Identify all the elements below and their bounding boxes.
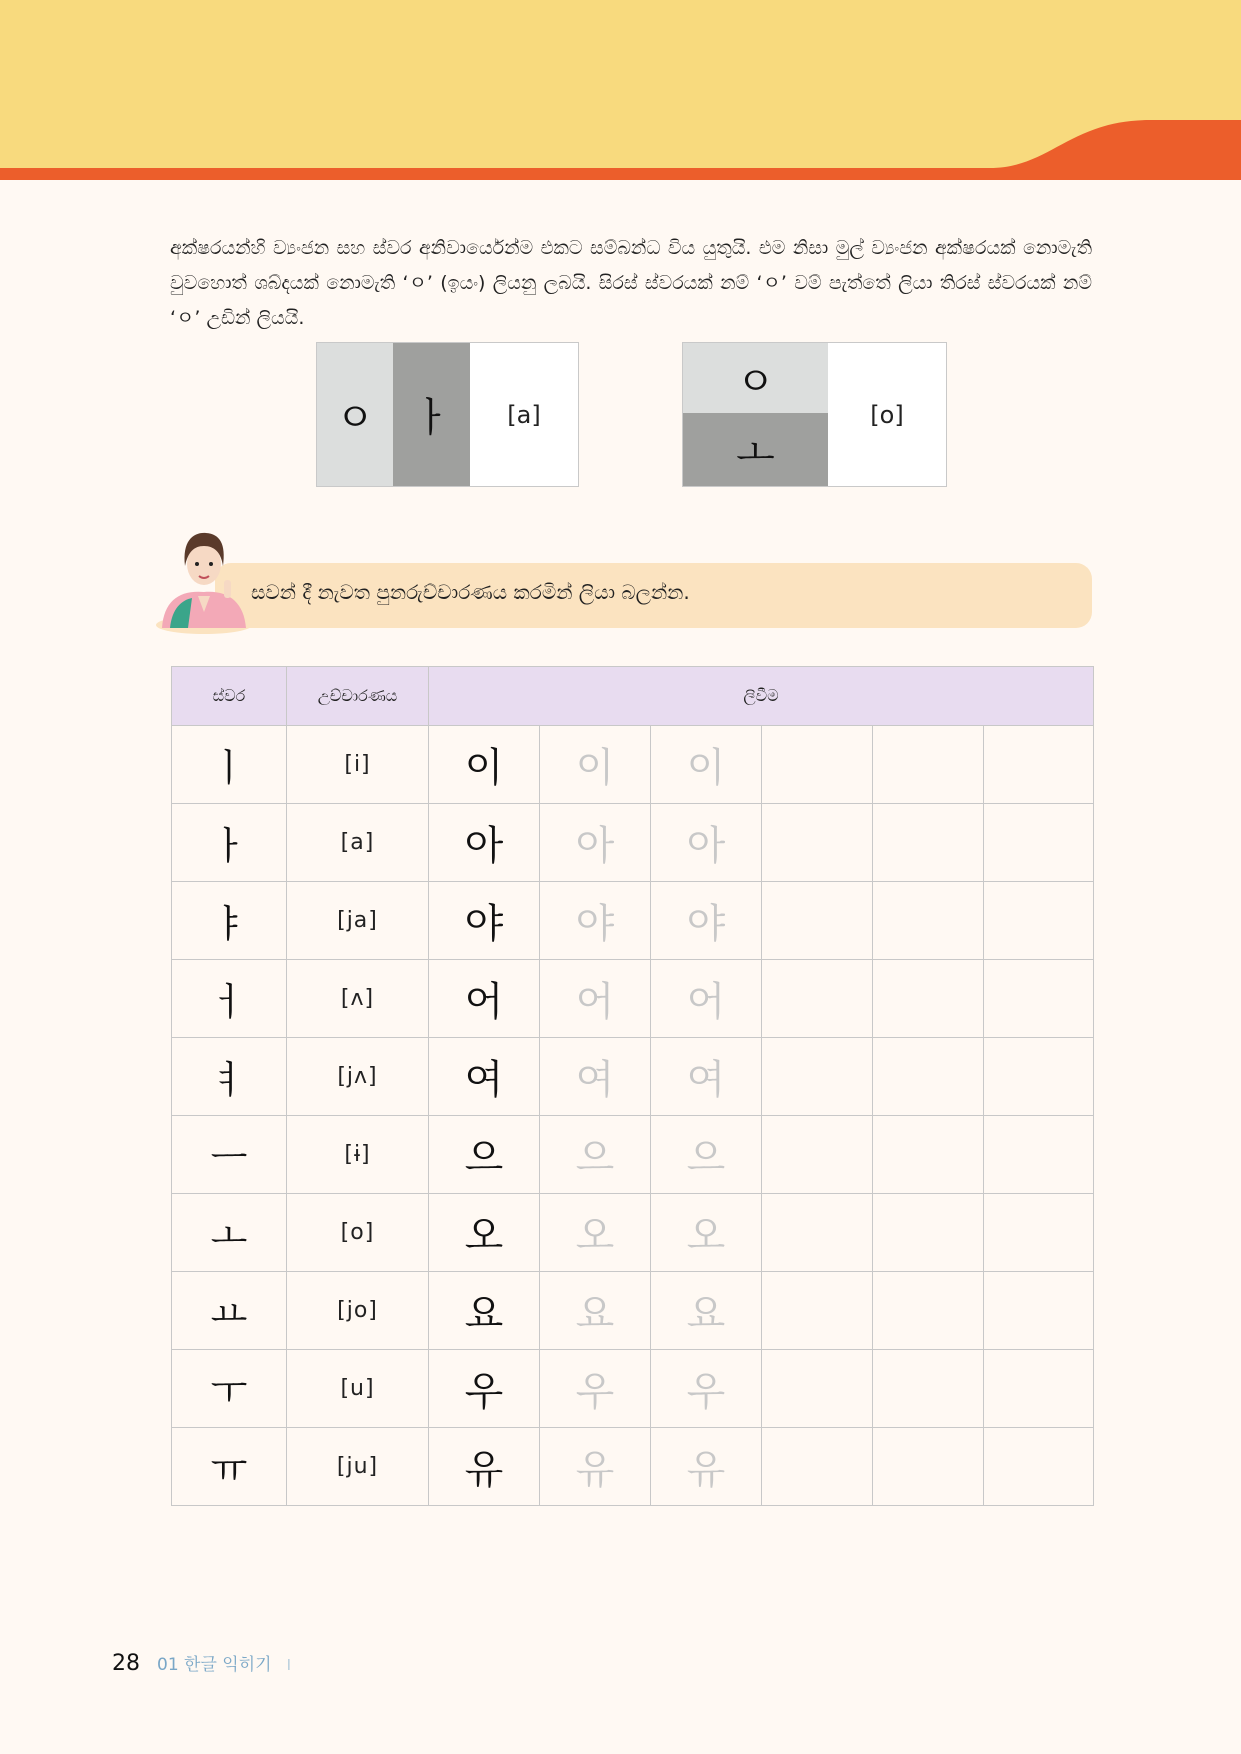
trace-syllable[interactable]: 오 [651,1194,762,1272]
pronunciation-cell: [ʌ] [287,960,429,1038]
blank-writing-cell[interactable] [762,1428,873,1506]
chapter-marker: I [286,1656,291,1674]
blank-writing-cell[interactable] [873,804,984,882]
trace-syllable[interactable]: 요 [651,1272,762,1350]
page-footer [112,1650,291,1676]
trace-syllable[interactable]: 으 [540,1116,651,1194]
trace-syllable[interactable]: 으 [651,1116,762,1194]
pronunciation-cell: [ɨ] [287,1116,429,1194]
blank-writing-cell[interactable] [762,1116,873,1194]
chapter-title: 01 한글 익히기 [157,1655,272,1675]
example-syllable: 여 [429,1038,540,1116]
header-writing: ලිවීම [429,667,1094,726]
table-row [172,1194,1094,1272]
example-syllable: 으 [429,1116,540,1194]
trace-syllable[interactable]: 아 [651,804,762,882]
vowel-cell: ㅛ [172,1272,287,1350]
blank-writing-cell[interactable] [873,726,984,804]
table-row [172,804,1094,882]
blank-writing-cell[interactable] [762,1194,873,1272]
table-row [172,1272,1094,1350]
trace-syllable[interactable]: 우 [651,1350,762,1428]
table-row [172,1038,1094,1116]
blank-writing-cell[interactable] [762,804,873,882]
trace-syllable[interactable]: 야 [651,882,762,960]
blank-writing-cell[interactable] [984,1428,1094,1506]
demo-box-vertical-vowel [316,342,579,487]
table-row [172,1350,1094,1428]
trace-syllable[interactable]: 요 [540,1272,651,1350]
trace-syllable[interactable]: 이 [651,726,762,804]
vowel-cell: ㅜ [172,1350,287,1428]
table-row [172,726,1094,804]
blank-writing-cell[interactable] [984,1038,1094,1116]
blank-writing-cell[interactable] [762,1350,873,1428]
blank-writing-cell[interactable] [873,1428,984,1506]
trace-syllable[interactable]: 여 [540,1038,651,1116]
demo-consonant: ㅇ [683,343,828,413]
trace-syllable[interactable]: 여 [651,1038,762,1116]
instruction-text: සවන් දී නැවත පුනරුච්චාරණය කරමින් ලියා බලන්න. [251,580,690,604]
table-row [172,882,1094,960]
trace-syllable[interactable]: 어 [540,960,651,1038]
demo-vowel: ㅏ [393,343,470,486]
blank-writing-cell[interactable] [984,1116,1094,1194]
blank-writing-cell[interactable] [873,1272,984,1350]
vowel-cell: ㅣ [172,726,287,804]
trace-syllable[interactable]: 유 [540,1428,651,1506]
example-syllable: 어 [429,960,540,1038]
trace-syllable[interactable]: 유 [651,1428,762,1506]
practice-table [171,666,1094,1506]
pronunciation-cell: [i] [287,726,429,804]
example-syllable: 유 [429,1428,540,1506]
blank-writing-cell[interactable] [873,1038,984,1116]
blank-writing-cell[interactable] [762,960,873,1038]
blank-writing-cell[interactable] [873,882,984,960]
pronunciation-cell: [o] [287,1194,429,1272]
page-number: 28 [112,1651,140,1676]
trace-syllable[interactable]: 야 [540,882,651,960]
vowel-cell: ㅕ [172,1038,287,1116]
demo-vowel: ㅗ [683,413,828,486]
table-row [172,960,1094,1038]
blank-writing-cell[interactable] [984,1350,1094,1428]
header-vowel: ස්වර [172,667,287,726]
demo-consonant: ㅇ [317,343,393,486]
blank-writing-cell[interactable] [873,1194,984,1272]
blank-writing-cell[interactable] [984,804,1094,882]
vowel-cell: ㅏ [172,804,287,882]
trace-syllable[interactable]: 오 [540,1194,651,1272]
trace-syllable[interactable]: 우 [540,1350,651,1428]
pronunciation-cell: [a] [287,804,429,882]
instruction-bubble [215,563,1092,628]
pronunciation-cell: [ja] [287,882,429,960]
vowel-cell: ㅓ [172,960,287,1038]
header-band [0,0,1241,182]
blank-writing-cell[interactable] [873,1116,984,1194]
table-header-row [172,667,1094,726]
blank-writing-cell[interactable] [984,1194,1094,1272]
blank-writing-cell[interactable] [984,882,1094,960]
pronunciation-cell: [jo] [287,1272,429,1350]
pronunciation-cell: [u] [287,1350,429,1428]
blank-writing-cell[interactable] [873,960,984,1038]
blank-writing-cell[interactable] [984,1272,1094,1350]
blank-writing-cell[interactable] [762,726,873,804]
example-syllable: 요 [429,1272,540,1350]
blank-writing-cell[interactable] [762,1038,873,1116]
table-row [172,1116,1094,1194]
pronunciation-cell: [ju] [287,1428,429,1506]
example-syllable: 오 [429,1194,540,1272]
demo-pronunciation: [o] [870,400,904,429]
trace-syllable[interactable]: 이 [540,726,651,804]
example-syllable: 아 [429,804,540,882]
blank-writing-cell[interactable] [984,960,1094,1038]
trace-syllable[interactable]: 아 [540,804,651,882]
example-syllable: 이 [429,726,540,804]
vowel-cell: ㅑ [172,882,287,960]
example-syllable: 야 [429,882,540,960]
blank-writing-cell[interactable] [762,882,873,960]
demo-pronunciation: [a] [507,400,541,429]
blank-writing-cell[interactable] [762,1272,873,1350]
example-syllable: 우 [429,1350,540,1428]
table-row [172,1428,1094,1506]
header-pronunciation: උච්චාරණය [287,667,429,726]
demo-box-horizontal-vowel [682,342,947,487]
blank-writing-cell[interactable] [984,726,1094,804]
intro-paragraph: අක්ෂරයන්හි ව්‍යංජන සහ ස්වර අනිවාර්යෙන්ම එකට සම්බන්ධ විය යුතුයි. එම නිසා මුල් ව්‍යංජන අක්ෂරයක් නොමැති වුවහොත් ශබ්දයක් නොමැති ‘ㅇ’ (ඉයං) ලියනු ලබයි. සිරස් ස්වරයක් නම් ‘ㅇ’ වම් පැත්තේ ලියා තිරස් ස්වරයක් නම් ‘ㅇ’ උඩින් ලියයි. [170,237,1092,329]
blank-writing-cell[interactable] [873,1350,984,1428]
vowel-cell: ㅠ [172,1428,287,1506]
teacher-illustration [152,520,262,635]
vowel-cell: ㅗ [172,1194,287,1272]
pronunciation-cell: [jʌ] [287,1038,429,1116]
vowel-cell: ㅡ [172,1116,287,1194]
trace-syllable[interactable]: 어 [651,960,762,1038]
